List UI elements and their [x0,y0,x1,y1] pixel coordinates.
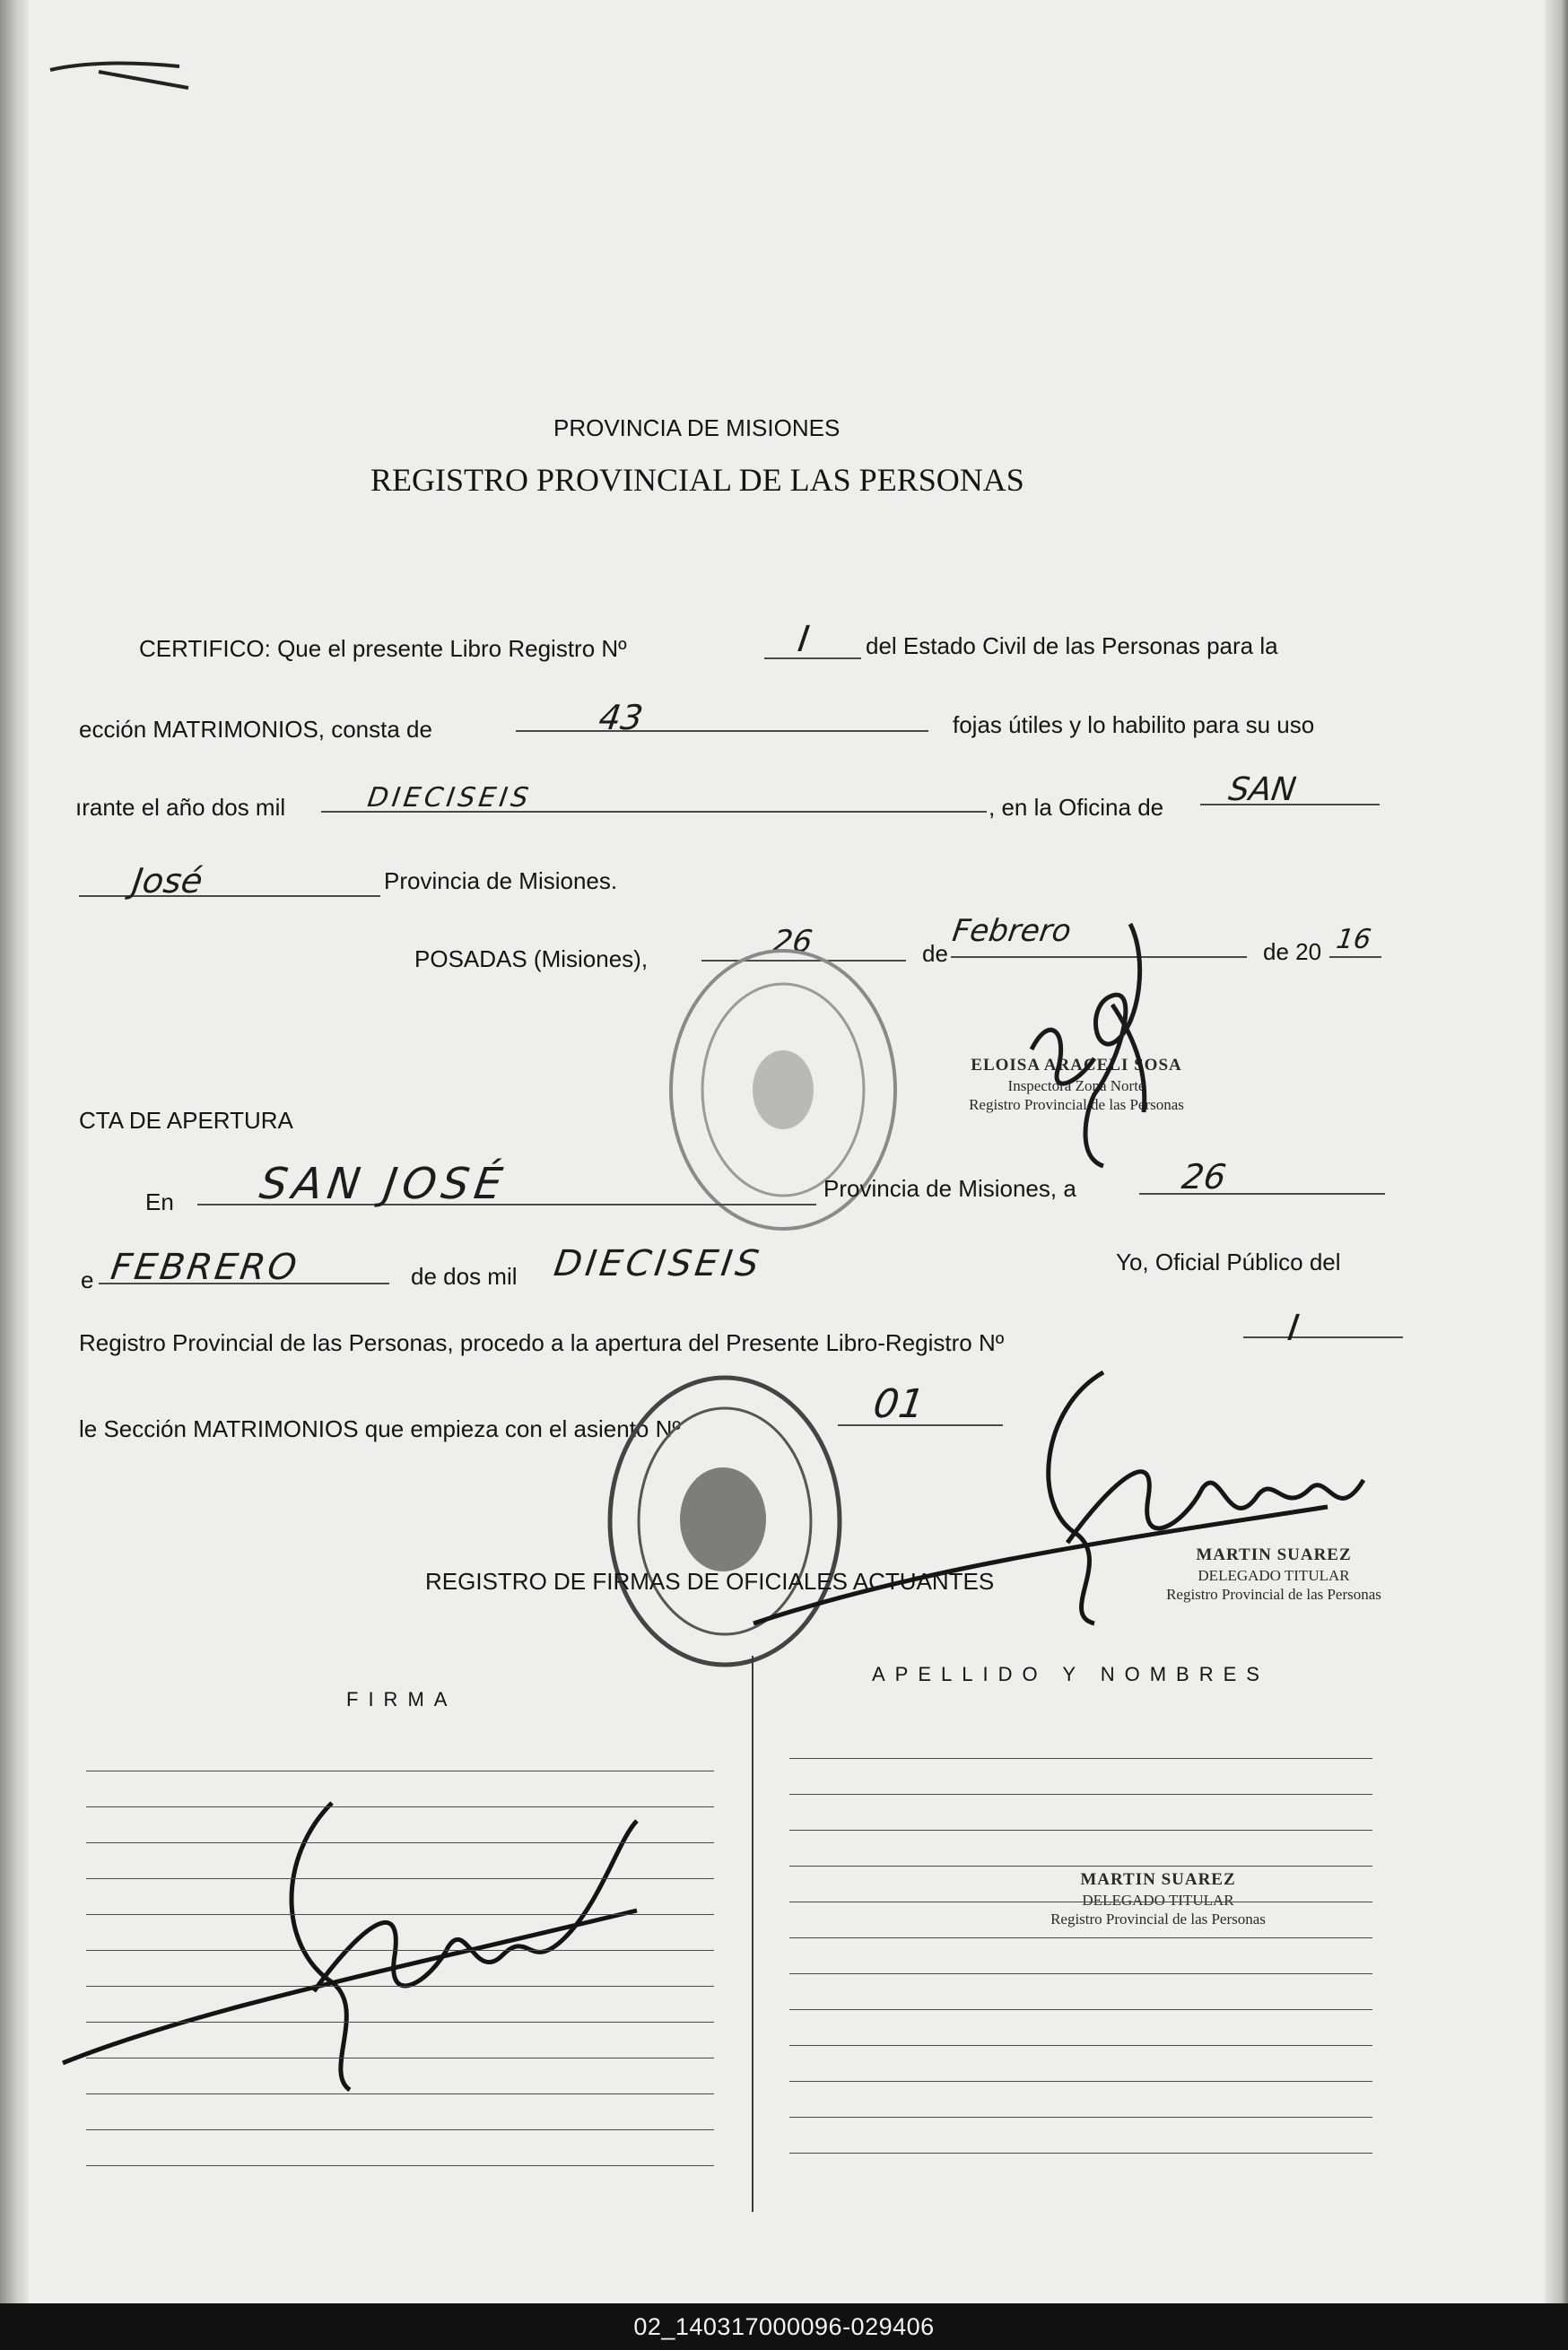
delegate-office-lower: Registro Provincial de las Personas [1050,1910,1266,1928]
act-day-line [1139,1193,1385,1195]
names-row-line [789,2117,1372,2118]
de-prefix: e [81,1266,94,1293]
delegate-name-upper: MARTIN SUAREZ [1196,1545,1352,1564]
folios-handwritten: 43 [596,698,646,737]
officer-label: Yo, Oficial Público del [1116,1249,1341,1275]
month-handwritten: Febrero [950,913,1074,949]
page-binding-shadow [0,0,29,2303]
page-edge-shadow [1545,0,1568,2303]
delegate-title-upper: DELEGADO TITULAR [1198,1566,1350,1584]
inspector-name: ELOISA ARACELI SOSA [971,1056,1182,1075]
signatures-title: REGISTRO DE FIRMAS DE OFICIALES ACTUANTES [425,1568,995,1595]
names-row-line [789,1866,1372,1867]
opening-line4: le Sección MATRIMONIOS que empieza con el asiento Nº [79,1415,681,1442]
year-suffix-handwritten: 16 [1334,924,1373,955]
delegate-name-lower: MARTIN SUAREZ [1080,1870,1236,1889]
firma-row-line [86,2165,714,2166]
opening-act-title: CTA DE APERTURA [79,1107,293,1134]
column-divider [752,1656,754,2212]
names-row-line [789,2081,1372,2082]
province-heading: PROVINCIA DE MISIONES [553,414,841,441]
names-row-line [789,2045,1372,2046]
office-handwritten-2: José [129,861,205,901]
certificate-line4-suffix: Provincia de Misiones. [384,867,618,894]
col-firma-header: FIRMA [346,1688,457,1710]
firma-row-line [86,1878,714,1879]
col-names-header: APELLIDO Y NOMBRES [872,1663,1269,1685]
delegate-title-lower: DELEGADO TITULAR [1082,1891,1234,1909]
registry-heading: REGISTRO PROVINCIAL DE LAS PERSONAS [370,462,1024,498]
office-line-2 [79,895,380,897]
delegate-stamp-upper [1121,1545,1426,1604]
place-handwritten: SAN JOSÉ [257,1159,511,1209]
act-day-handwritten: 26 [1179,1157,1229,1197]
names-row-line [789,2153,1372,2154]
year-handwritten: DIECISEIS [365,782,535,814]
inspector-title: Inspectora Zona Norte [1007,1076,1146,1094]
delegate-signature-upper [736,1345,1399,1650]
day-handwritten: 26 [771,924,815,960]
act-book-line [1243,1336,1403,1338]
certificate-line2-suffix: fojas útiles y lo habilito para su uso [953,711,1315,738]
de-label: de [922,940,948,967]
corner-pen-mark [45,54,188,99]
firma-row-line [86,1914,714,1915]
folios-line [516,730,928,732]
firma-row-line [86,1842,714,1843]
certificate-line3-mid: , en la Oficina de [989,794,1164,821]
act-book-handwritten: I [1285,1308,1302,1349]
firma-row-line [86,1986,714,1987]
names-row-line [789,1758,1372,1759]
certificate-line3-prefix: ırante el año dos mil [75,794,286,821]
year-suffix-line [1329,956,1381,958]
inspector-office: Registro Provincial de las Personas [969,1096,1184,1113]
certificate-line2-prefix: ección MATRIMONIOS, consta de [79,716,432,743]
firma-row-line [86,2129,714,2130]
place-prefix: POSADAS (Misiones), [414,945,649,972]
firma-row-line [86,1806,714,1807]
names-row-line [789,1973,1372,1974]
firma-row-line [86,1950,714,1951]
firma-row-line [86,2022,714,2023]
names-row-line [789,1794,1372,1795]
book-number-handwritten: I [795,619,813,660]
act-year-handwritten: DIECISEIS [551,1243,765,1284]
year-prefix: de 20 [1263,938,1322,965]
book-number-line [764,657,861,659]
firma-signature [63,1803,673,2099]
certificate-line1-suffix: del Estado Civil de las Personas para la [866,632,1278,659]
province-label: Provincia de Misiones, a [823,1175,1076,1202]
office-handwritten-1: SAN [1226,771,1299,808]
names-row-line [789,1830,1372,1831]
entry-number-handwritten: 01 [870,1381,928,1427]
firma-row-line [86,2093,714,2094]
delegate-office-upper: Registro Provincial de las Personas [1166,1586,1381,1603]
certificate-line1-prefix: CERTIFICO: Que el presente Libro Registro Nº [139,635,627,662]
inspector-signature [996,906,1184,1175]
opening-line3: Registro Provincial de las Personas, procedo a la apertura del Presente Libro-Registro Nº [79,1329,1005,1356]
names-row-line [789,1937,1372,1938]
act-month-handwritten: FEBRERO [108,1247,302,1288]
names-row-line [789,2009,1372,2010]
en-label: En [145,1188,174,1215]
file-id-footer: 02_140317000096-029406 [0,2303,1568,2350]
delegate-stamp-lower [1010,1869,1306,1928]
year-label: de dos mil [411,1263,518,1290]
